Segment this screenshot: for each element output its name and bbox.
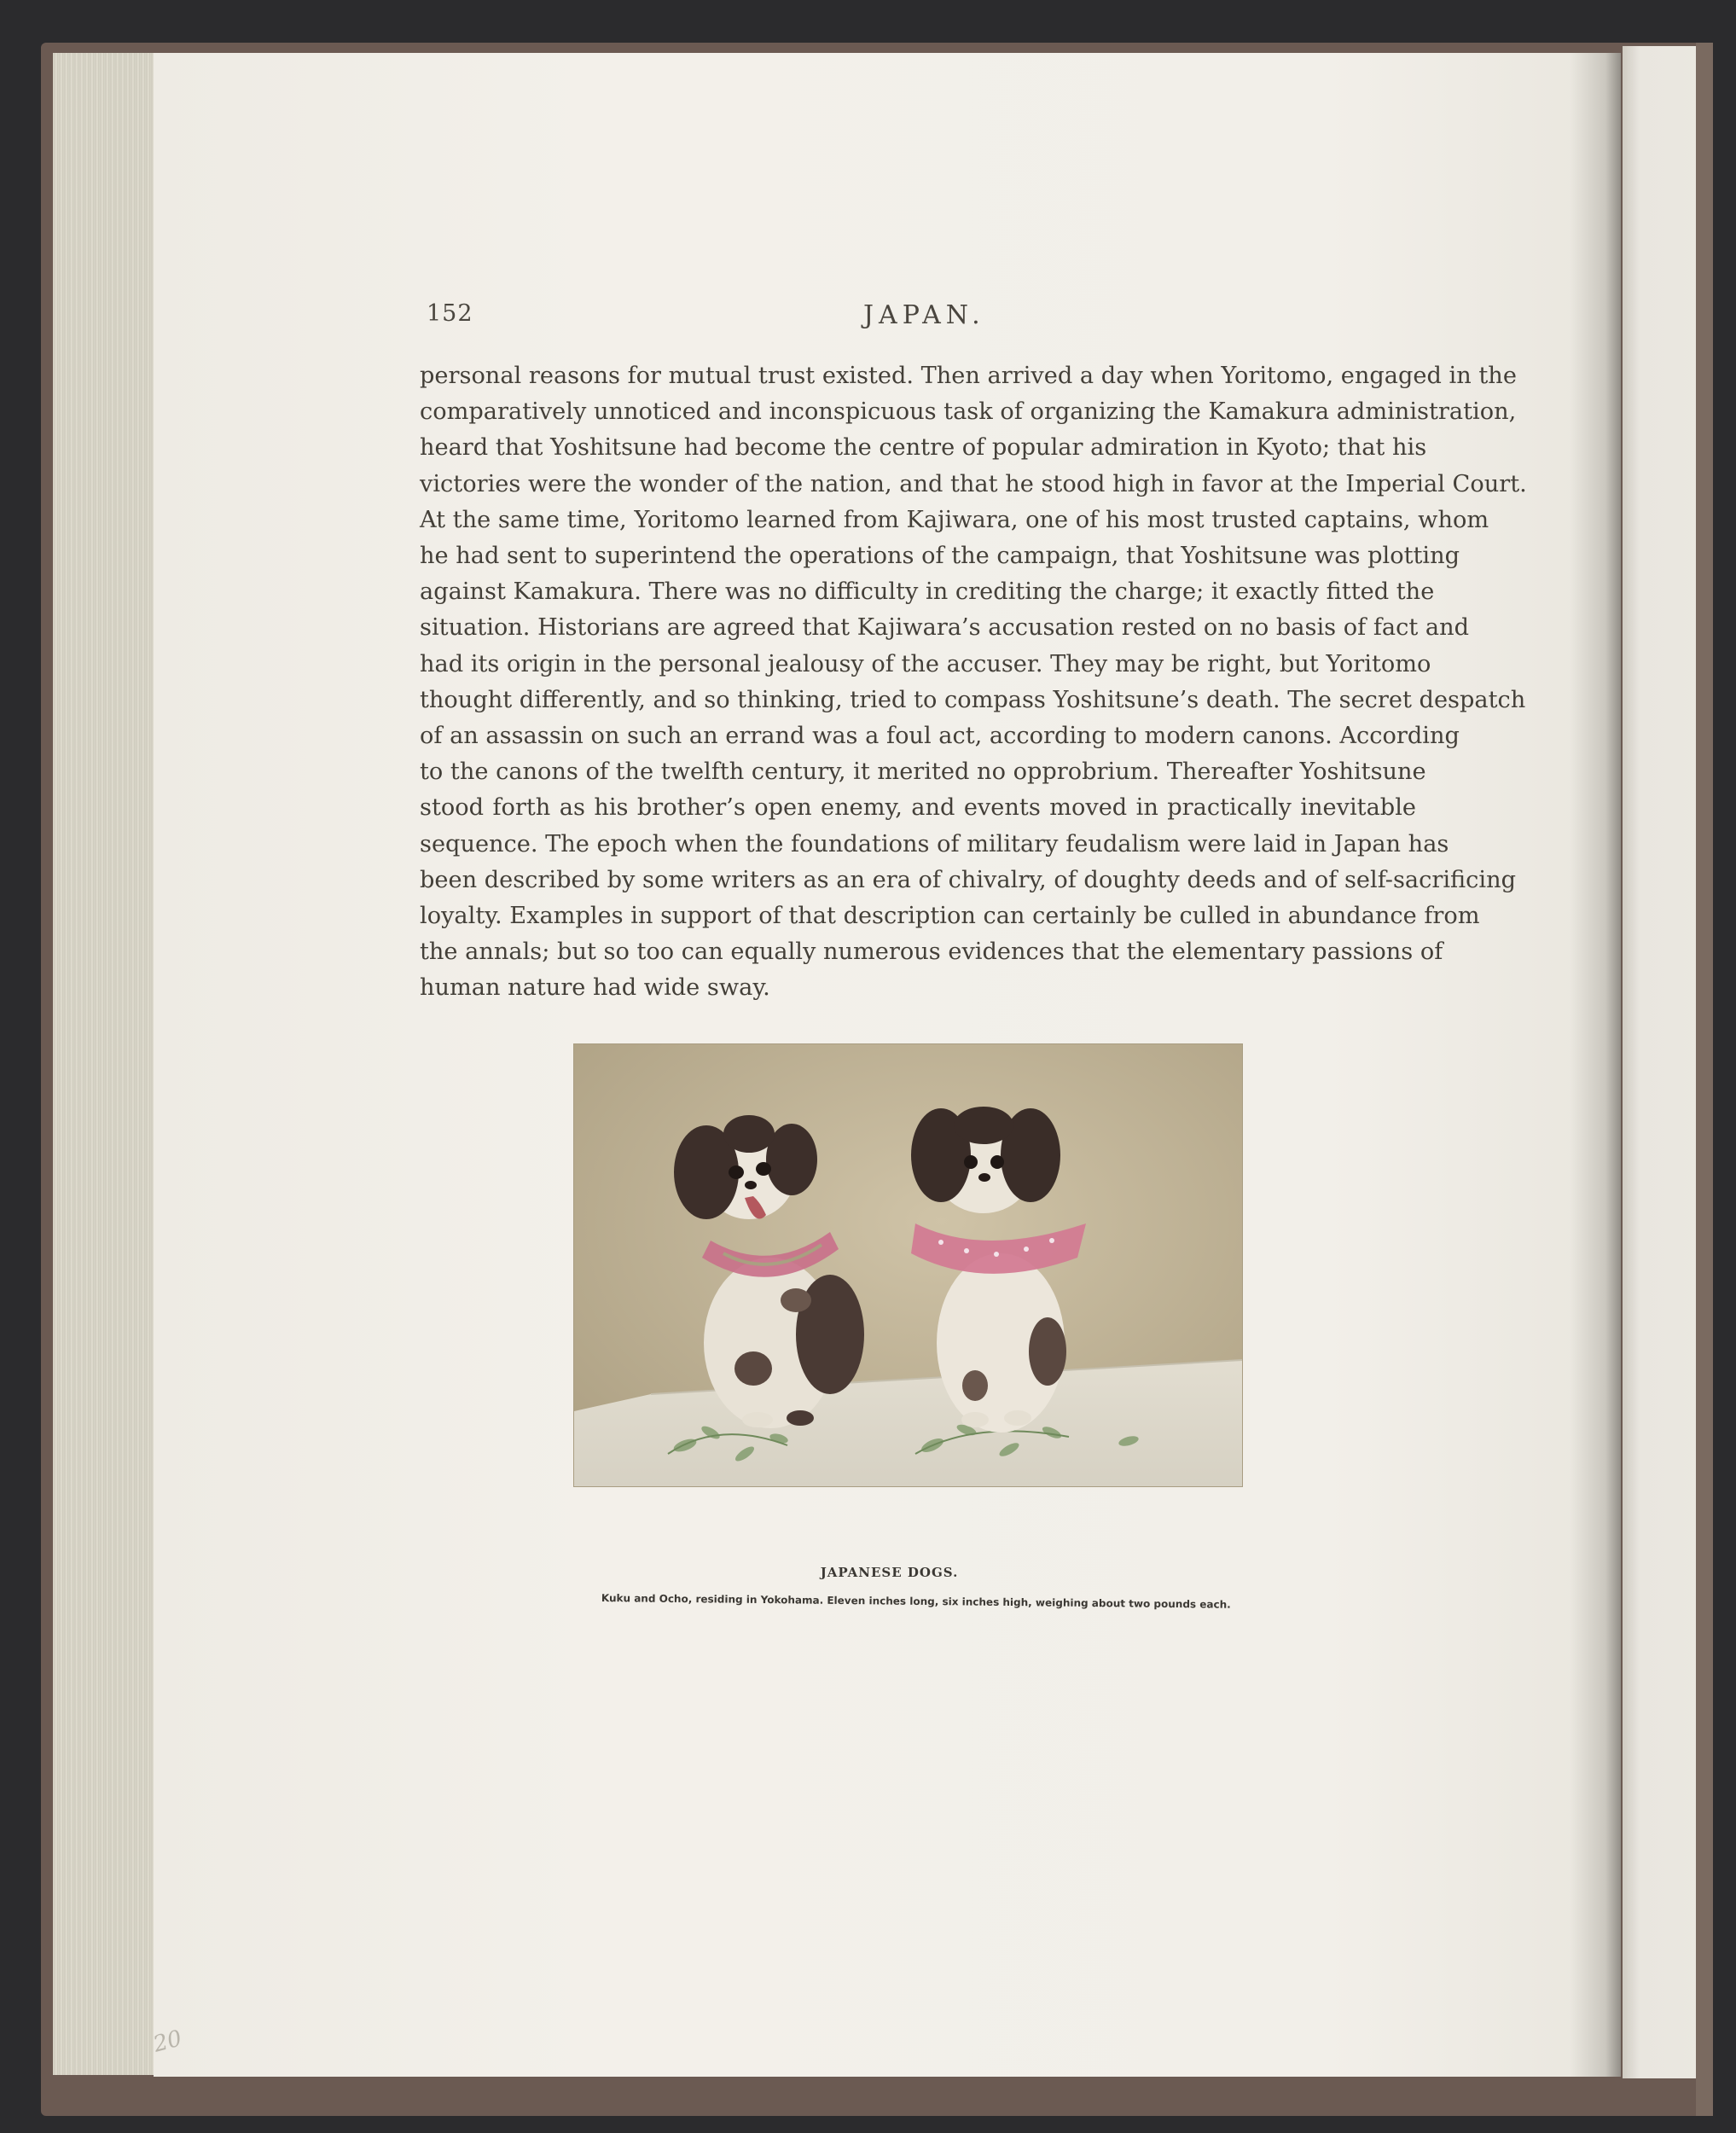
facing-page-edge xyxy=(1623,46,1708,2078)
text-line: of an assassin on such an errand was a foul act, according to modern canons. According xyxy=(420,723,1460,750)
text-line: victories were the wonder of the nation, and that he stood high in favor at the Imperial Court. xyxy=(420,470,1527,497)
figure-title-text: JAPANESE DOGS. xyxy=(820,1565,959,1580)
text-line: sequence. The epoch when the foundations of military feudalism were laid in Japan has xyxy=(420,830,1449,857)
text-line: comparatively unnoticed and inconspicuous task of organizing the Kamakura administration, xyxy=(420,398,1517,426)
text-line: the annals; but so too can equally numerous evidences that the elementary passions of xyxy=(420,939,1443,966)
back-cover-edge xyxy=(1696,43,1713,2116)
text-line: situation. Historians are agreed that Kajiwara’s accusation rested on no basis of fact and xyxy=(420,614,1470,642)
pencil-annotation: 20 xyxy=(150,2025,185,2058)
running-title: JAPAN. xyxy=(863,300,985,330)
text-line: been described by some writers as an era of chivalry, of doughty deeds and of self-sacrificing xyxy=(420,866,1517,893)
text-line: heard that Yoshitsune had become the centre of popular admiration in Kyoto; that his xyxy=(420,434,1427,462)
figure-caption: Kuku and Ocho, residing in Yokohama. Eleven inches long, six inches high, weighing about two pounds each. xyxy=(601,1592,1231,1611)
text-line: At the same time, Yoritomo learned from Kajiwara, one of his most trusted captains, whom xyxy=(420,506,1489,533)
text-line: to the canons of the twelfth century, it merited no opprobrium. Thereafter Yoshitsune xyxy=(420,758,1426,786)
text-line: had its origin in the personal jealousy of the accuser. They may be right, but Yoritomo xyxy=(420,650,1431,677)
text-line: loyalty. Examples in support of that description can certainly be culled in abundance from xyxy=(420,903,1480,930)
text-line: he had sent to superintend the operations of the campaign, that Yoshitsune was plotting xyxy=(420,543,1460,570)
dogs-photograph xyxy=(574,1044,1242,1486)
body-text xyxy=(420,358,1527,1007)
gutter-shadow xyxy=(1570,53,1621,2077)
text-line: against Kamakura. There was no difficulty in crediting the charge; it exactly fitted the xyxy=(420,578,1435,606)
text-line: personal reasons for mutual trust existed. Then arrived a day when Yoritomo, engaged in the xyxy=(420,363,1517,389)
page-edges xyxy=(53,53,164,2075)
figure-title xyxy=(0,1565,1736,1580)
page-number: 152 xyxy=(427,300,473,327)
text-line: thought differently, and so thinking, tried to compass Yoshitsune’s death. The secret despatch xyxy=(420,686,1526,713)
text-line: stood forth as his brother’s open enemy, and events moved in practically inevitable xyxy=(420,794,1416,822)
text-line: human nature had wide sway. xyxy=(420,974,770,1002)
